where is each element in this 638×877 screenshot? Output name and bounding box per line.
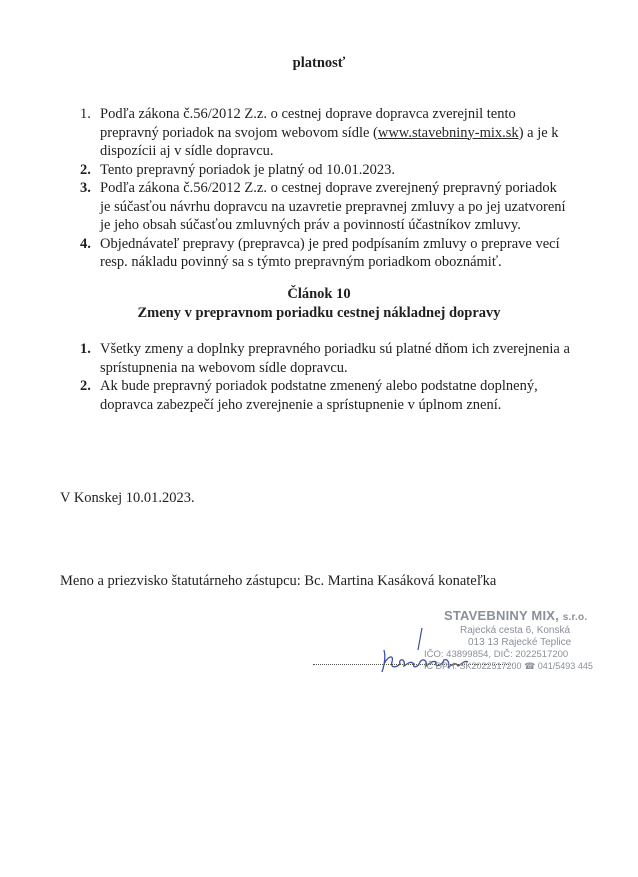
company-stamp: STAVEBNINY MIX, s.r.o. Rajecká cesta 6, Konská 013 13 Rajecké Teplice IČO: 43899854, DIČ: 2022517200 IČ DPH: SK2022517200 ☎ 041/5493 445 — [424, 608, 593, 671]
validity-list — [80, 105, 570, 272]
section-title: platnosť — [292, 55, 346, 71]
list-item — [80, 377, 570, 414]
stamp-address-line1: Rajecká cesta 6, Konská — [460, 625, 571, 636]
list-item — [80, 161, 570, 180]
item-number: 2. — [80, 161, 91, 178]
item-text: Všetky zmeny a doplnky prepravného poriadku sú platné dňom ich zverejnenia a sprístupnenia na webovom sídle dopravcu. — [100, 341, 570, 376]
stamp-address-line2: 013 13 Rajecké Teplice — [468, 637, 572, 648]
article-subheading: Zmeny v prepravnom poriadku cestnej nákladnej dopravy — [137, 305, 501, 321]
list-item — [80, 235, 570, 272]
item-text: Podľa zákona č.56/2012 Z.z. o cestnej doprave dopravca zverejnil tento prepravný poriadok na svojom webovom sídle (www.stavebniny-mix.sk) a je k dispozícii aj v sídle dopravcu. — [100, 106, 559, 159]
statutory-representative: Meno a priezvisko štatutárneho zástupcu: Bc. Martina Kasáková konateľka — [60, 573, 497, 589]
stamp-company: STAVEBNINY MIX — [444, 608, 556, 623]
item-text: Podľa zákona č.56/2012 Z.z. o cestnej doprave zverejnený prepravný poriadok je súčasťou návrhu dopravcu na uzavretie prepravnej zmluvy a po jej uzatvorení je jeho obsah súčasťou zmluvných práv a povinností účastníkov zmluvy. — [100, 180, 566, 233]
list-item — [80, 340, 570, 377]
article-heading: Článok 10 — [287, 286, 351, 302]
item-text: Tento prepravný poriadok je platný od 10.01.2023. — [100, 161, 395, 178]
stamp-icdph-phone: IČ DPH: SK2022517200 ☎ 041/5493 445 — [424, 661, 593, 671]
item-number: 2. — [80, 378, 91, 394]
item-number: 4. — [80, 235, 91, 252]
place-date: V Konskej 10.01.2023. — [60, 490, 195, 506]
website-link[interactable]: www.stavebniny-mix.sk — [377, 124, 519, 141]
list-item — [80, 179, 570, 235]
item-text: Objednávateľ prepravy (prepravca) je pred podpísaním zmluvy o preprave vecí resp. nákladu povinný sa s týmto prepravným poriadkom oboznámiť. — [100, 235, 560, 270]
item-number: 1. — [80, 341, 91, 357]
list-item — [80, 105, 570, 161]
item-number: 3. — [80, 180, 91, 196]
item-text: Ak bude prepravný poriadok podstatne zmenený alebo podstatne doplnený, dopravca zabezpečí jeho zverejnenie a sprístupnenie v úplnom znení. — [100, 378, 538, 413]
stamp-ico-dic: IČO: 43899854, DIČ: 2022517200 — [424, 649, 569, 660]
item-number: 1. — [80, 106, 91, 122]
stamp-suffix: s.r.o. — [562, 612, 588, 623]
changes-list — [80, 340, 570, 414]
